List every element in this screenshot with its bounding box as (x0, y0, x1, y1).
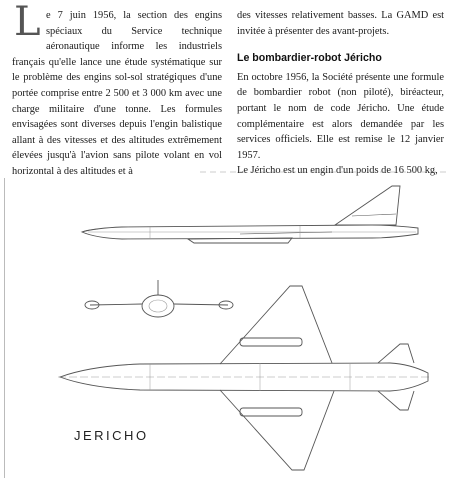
side-view (82, 186, 418, 243)
figure-caption: JERICHO (74, 428, 149, 443)
left-paragraph-text: e 7 juin 1956, la section des engins spéciaux du Service technique aéronautique informe les industriels français qu'elle lance une étude systématique sur le problème des engins sol-sol stratégiques d'une portée comprise entre 2 500 et 3 000 km avec une charge militaire d'une tonne. Les formules envisagées sont diverses depuis l'engin balistique allant à des vitesses et des altitudes extrêmement élevées jusqu'à l'avion sans pilote volant en vol horizontal à des altitudes et à (12, 10, 222, 177)
side-view-tail-fin (335, 186, 400, 225)
top-view-upper-wing (220, 286, 332, 364)
right-paragraph-2: Le Jéricho est un engin d'un poids de 16 500 kg, (237, 165, 438, 177)
front-view (85, 280, 233, 317)
top-view-upper-engine (240, 338, 302, 346)
side-view-wing (240, 232, 332, 234)
front-view-fuselage-inner (149, 300, 167, 312)
top-view-upper-tailplane (378, 344, 414, 363)
top-view-lower-engine (240, 408, 302, 416)
front-view-left-wing (90, 304, 142, 305)
right-paragraph-1: En octobre 1956, la Société présente une formule de bombardier robot (non piloté), biréacteur, portant le nom de code Jéricho. Une étude complémentaire est alors demandée par les services officiels. Elle est remise le 12 janvier 1957. (237, 71, 444, 161)
dropcap-letter: L (14, 0, 41, 45)
top-view-lower-wing (220, 390, 334, 470)
top-view-lower-tailplane (378, 391, 414, 410)
jericho-three-view-drawing (0, 168, 456, 500)
section-subheading: Le bombardier-robot Jéricho (237, 52, 382, 65)
right-column (237, 8, 444, 179)
side-view-fin-line (352, 214, 396, 216)
left-paragraph (12, 0, 222, 180)
front-view-right-wing (174, 304, 228, 305)
front-view-fuselage (142, 295, 174, 317)
dropcap-box (12, 0, 42, 45)
right-intro-paragraph: des vitesses relativement basses. La GAMD est invitée à présenter des avant-projets. (237, 10, 444, 37)
left-column (12, 0, 222, 180)
